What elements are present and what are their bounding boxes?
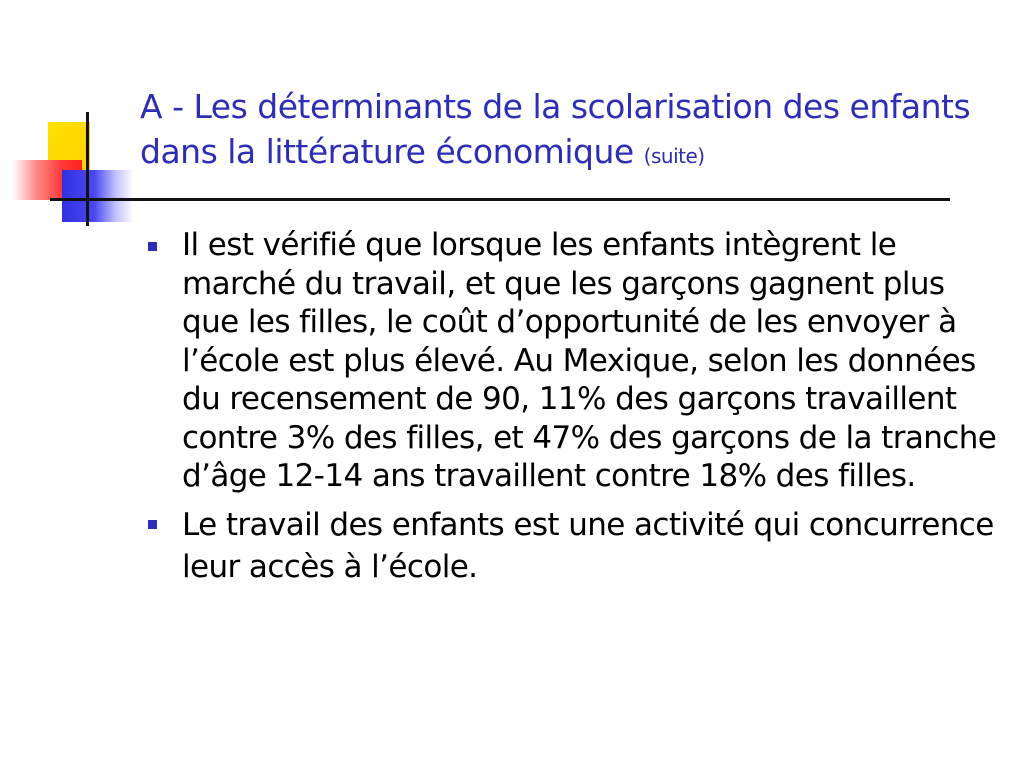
title-divider [50,198,950,201]
bullet-text: Il est vérifié que lorsque les enfants intègrent le marché du travail, et que les garçons gagnent plus que les filles, le coût d’opportunité de les envoyer à l’école est plus élevé. Au Mexique, selon les données du recensement de 90, 11% des garçons travaillent contre 3% des filles, et 47% des garçons de la tranche d’âge 12-14 ans travaillent contre 18% des filles. [182,227,997,494]
bullet-list [140,226,1000,596]
square-bullet-icon [148,242,157,251]
decorative-logo-icon [0,0,140,240]
bullet-text: Le travail des enfants est une activité qui concurrence leur accès à l’école. [182,506,994,585]
slide-title [140,84,1000,179]
slide-title-main: A - Les déterminants de la scolarisation des enfants dans la littérature économique [140,87,971,171]
bullet-item [140,226,1000,496]
bullet-item [140,504,1000,588]
slide-title-suffix: (suite) [643,144,705,168]
logo-blue-square [62,170,134,222]
logo-vertical-line [86,112,89,226]
square-bullet-icon [148,520,157,529]
